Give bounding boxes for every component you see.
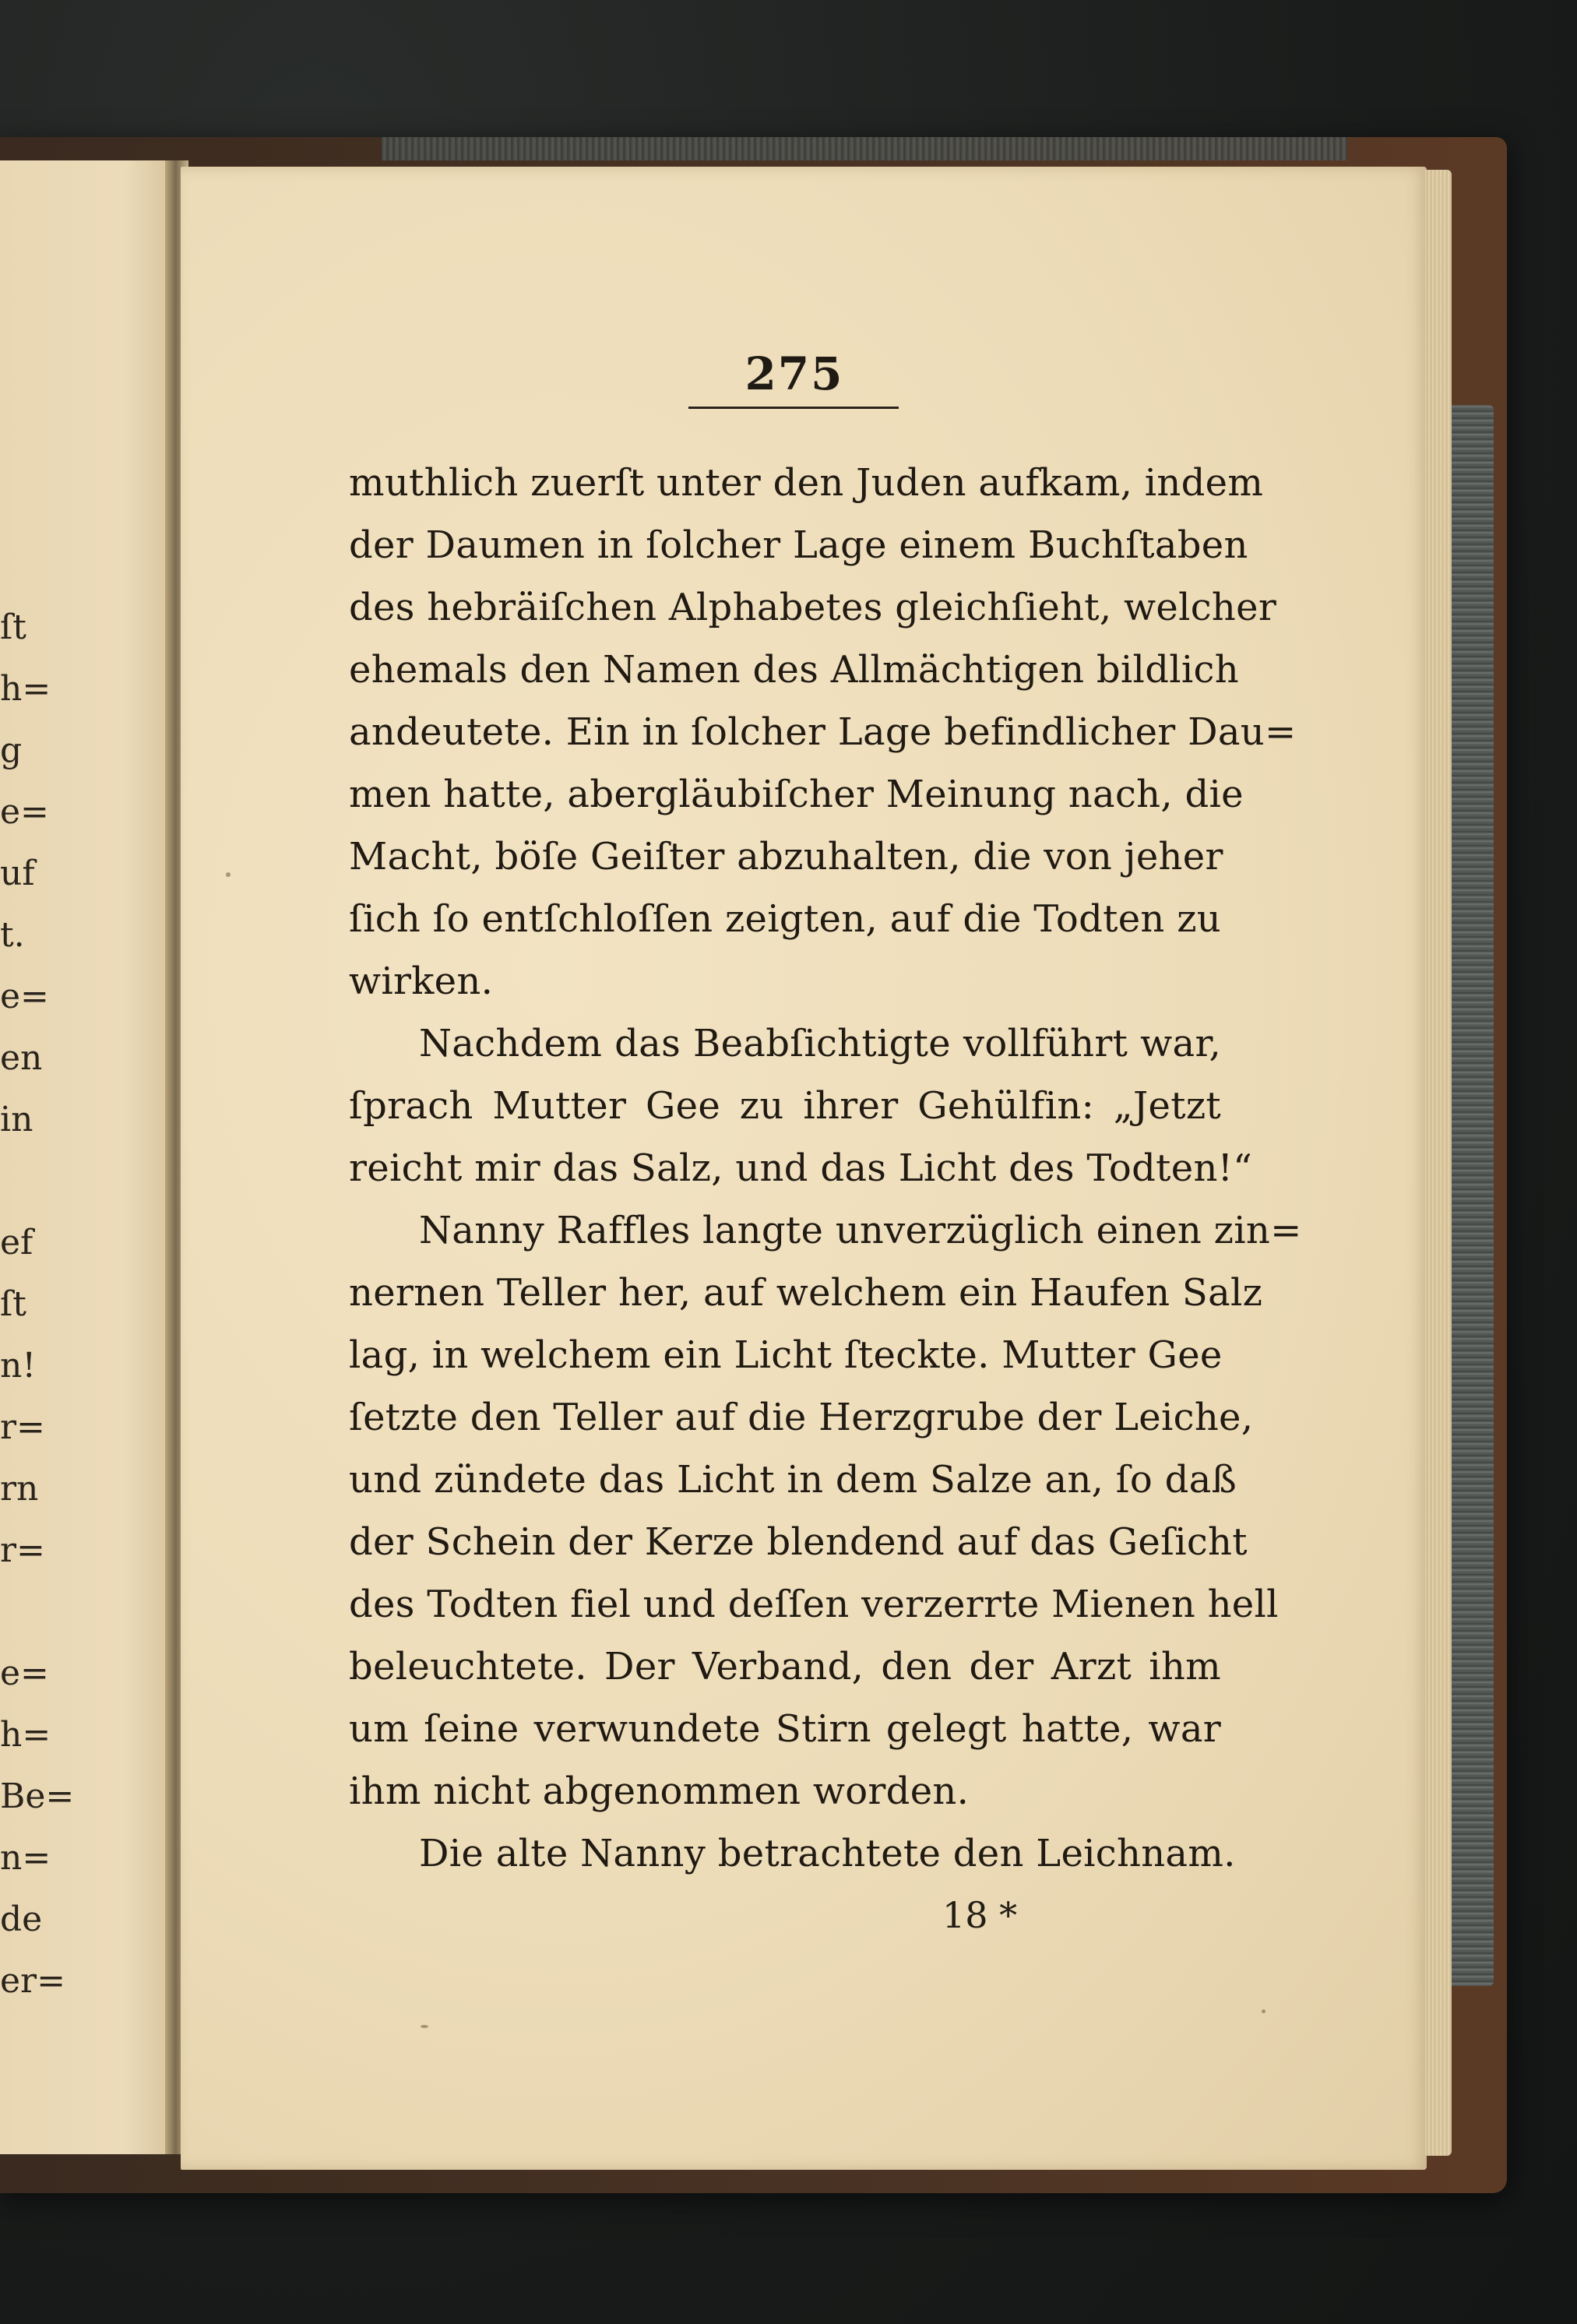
text-line: nernen Teller her, auf welchem ein Haufen Salz: [349, 1271, 1263, 1315]
left-page-fragment: Be=: [0, 1776, 75, 1816]
text-line: Macht, böſe Geiſter abzuhalten, die von jeher: [349, 835, 1223, 879]
text-line: und zündete das Licht in dem Salze an, ſo daß: [349, 1458, 1237, 1502]
left-page-fragment: e=: [0, 977, 49, 1016]
paper-speck: [421, 2025, 428, 2028]
left-page-fragment: t.: [0, 915, 25, 955]
text-line: der Daumen in ſolcher Lage einem Buchſtaben: [349, 523, 1248, 567]
left-page-fragment: ſt: [0, 607, 26, 647]
left-page-fragment: ſt: [0, 1284, 26, 1324]
left-page-fragment: e=: [0, 1653, 49, 1693]
text-line: beleuchtete. Der Verband, den der Arzt ihm: [349, 1645, 1221, 1688]
text-line: ſich ſo entſchloſſen zeigten, auf die Todten zu: [349, 897, 1221, 941]
page-number: 275: [744, 347, 844, 400]
text-line: andeutete. Ein in ſolcher Lage befindlicher Dau=: [349, 710, 1297, 754]
left-page-fragment: en: [0, 1038, 43, 1078]
text-line: des Todten fiel und deſſen verzerrte Mienen hell: [349, 1583, 1279, 1626]
left-page-fragment: e=: [0, 792, 49, 832]
left-page-fragment: r=: [0, 1407, 45, 1447]
text-line: ihm nicht abgenommen worden.: [349, 1769, 970, 1813]
text-line: ſetzte den Teller auf die Herzgrube der Leiche,: [349, 1396, 1254, 1439]
text-line: um ſeine verwundete Stirn gelegt hatte, war: [349, 1707, 1221, 1751]
left-page-fragment: de: [0, 1900, 43, 1939]
body-text: [349, 452, 1302, 1885]
left-page-fragment: r=: [0, 1530, 45, 1570]
left-page-fragment: in: [0, 1100, 33, 1139]
cover-top-edge: [382, 137, 1347, 160]
left-page-fragment: ef: [0, 1223, 33, 1262]
page-number-rule: [688, 407, 899, 409]
left-page-fragment: g: [0, 731, 23, 770]
text-line: ſprach Mutter Gee zu ihrer Gehülfin: „Jetzt: [349, 1084, 1221, 1128]
left-page-fragment: h=: [0, 669, 51, 709]
left-page-fragment: [0, 1150, 47, 1212]
text-line: men hatte, abergläubiſcher Meinung nach, die: [349, 773, 1244, 816]
left-page-fragment: n=: [0, 1838, 51, 1878]
left-page: [0, 160, 178, 2154]
left-page-fragment: er=: [0, 1961, 65, 2001]
text-line: wirken.: [349, 960, 494, 1003]
page-edges: [1425, 170, 1452, 2156]
paper-speck: [226, 872, 231, 877]
cover-spine-strip: [1449, 405, 1494, 1986]
text-line: ehemals den Namen des Allmächtigen bildlich: [349, 648, 1239, 692]
left-page-fragment: n!: [0, 1346, 37, 1386]
text-line: Nachdem das Beabſichtigte vollführt war,: [419, 1022, 1221, 1065]
text-line: Die alte Nanny betrachtete den Leichnam.: [419, 1832, 1236, 1875]
left-page-fragment: rn: [0, 1469, 39, 1509]
left-page-text-fragments: [0, 597, 75, 2012]
left-page-fragment: [0, 1581, 47, 1643]
text-line: lag, in welchem ein Licht ſteckte. Mutter Gee: [349, 1333, 1223, 1377]
text-line: reicht mir das Salz, und das Licht des Todten!“: [349, 1146, 1253, 1190]
text-line: des hebräiſchen Alphabetes gleichſieht, welcher: [349, 586, 1277, 629]
text-line: muthlich zuerſt unter den Juden aufkam, indem: [349, 461, 1264, 505]
text-line: Nanny Raffles langte unverzüglich einen zin=: [419, 1209, 1302, 1252]
signature-mark: 18 *: [942, 1894, 1018, 1936]
text-line: der Schein der Kerze blendend auf das Geſicht: [349, 1520, 1248, 1564]
left-page-fragment: uf: [0, 854, 35, 893]
left-page-fragment: h=: [0, 1715, 51, 1755]
paper-speck: [1262, 2009, 1265, 2013]
